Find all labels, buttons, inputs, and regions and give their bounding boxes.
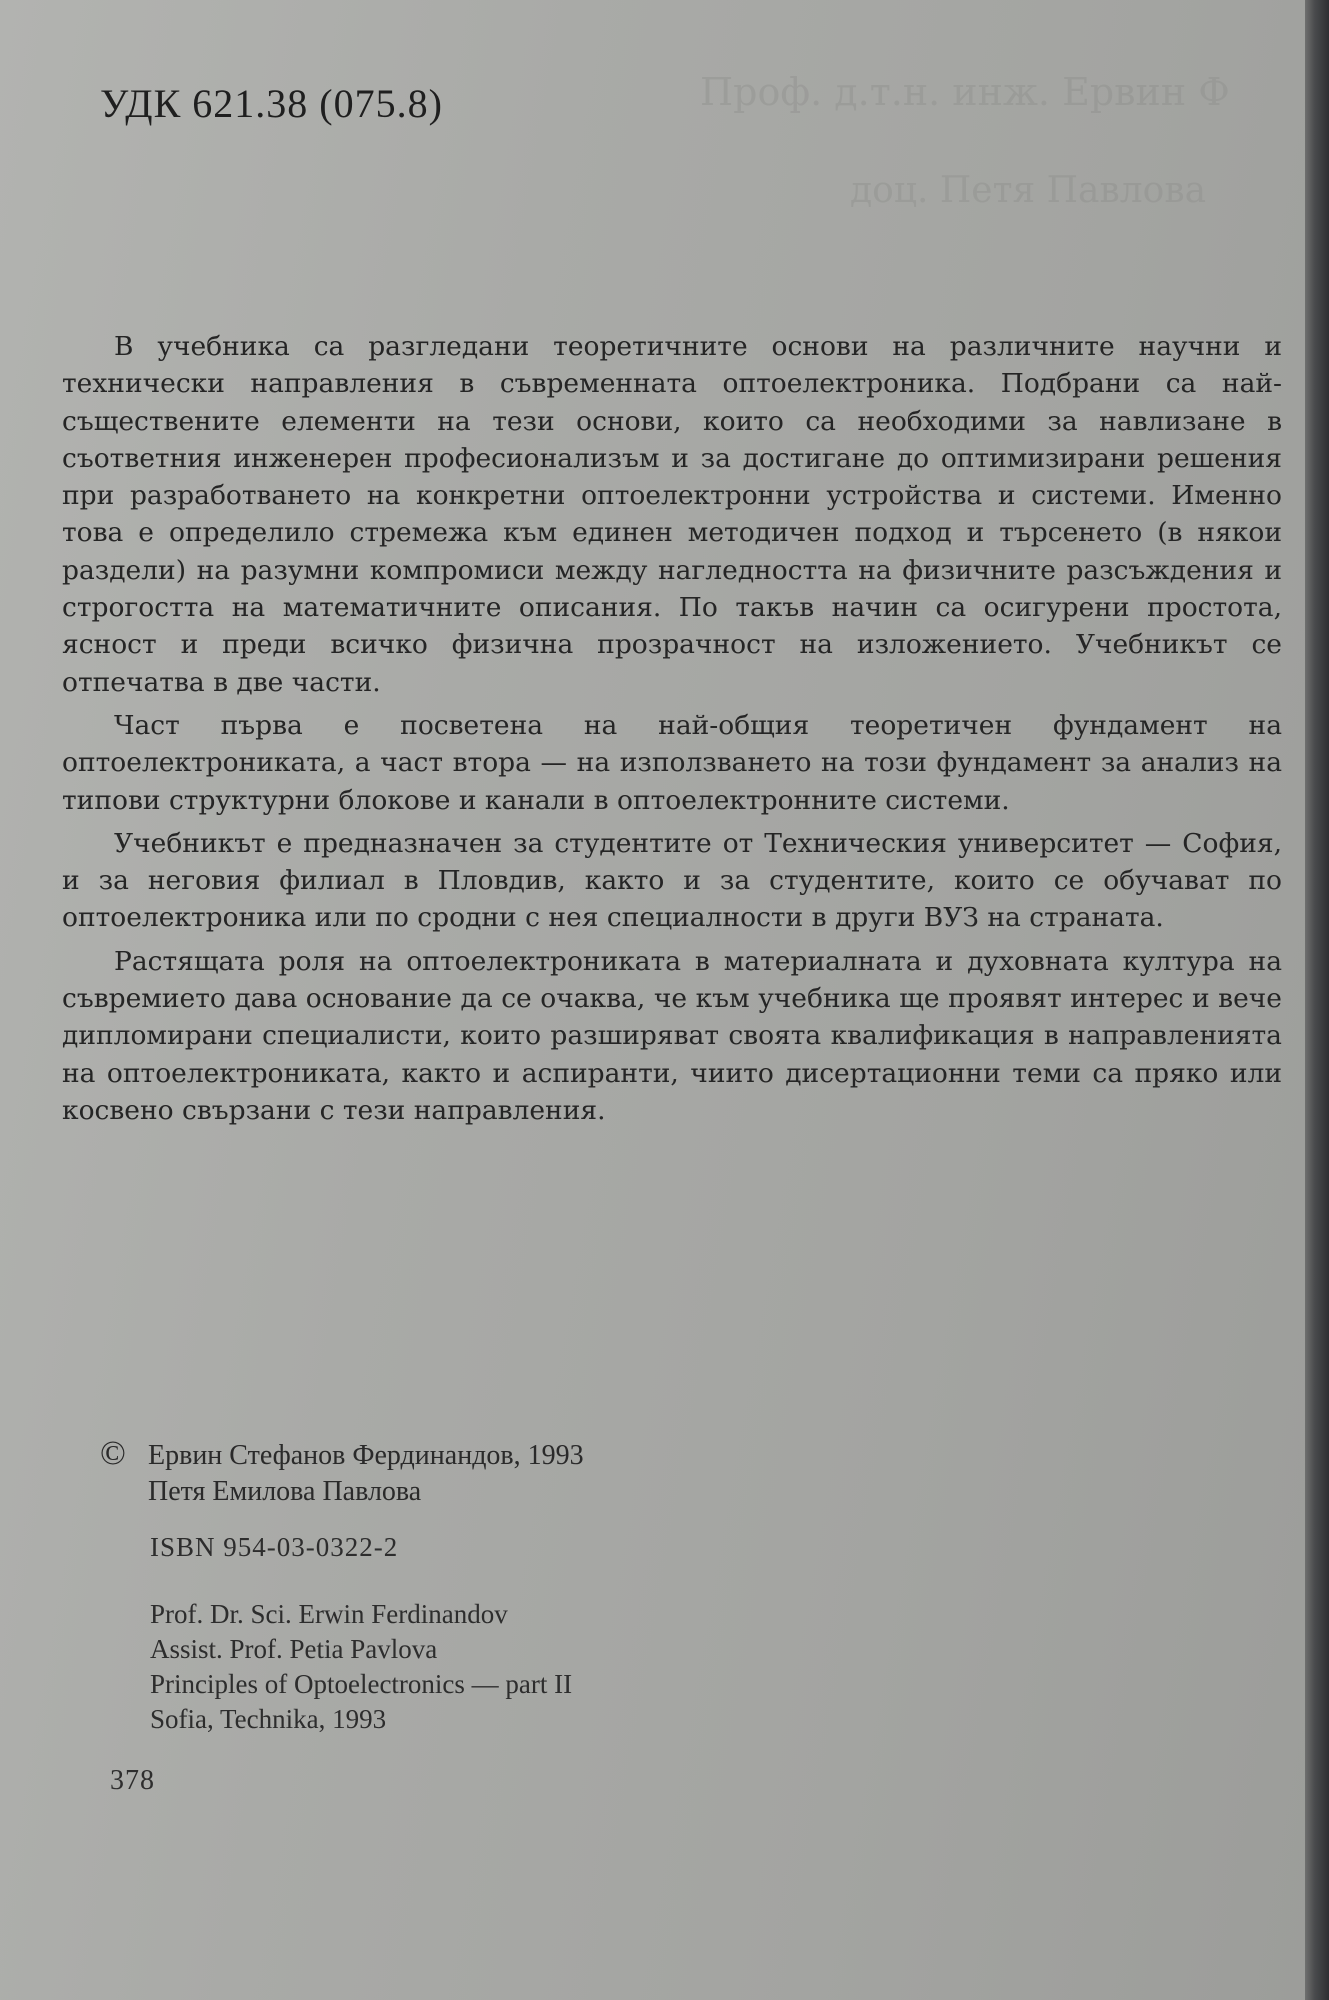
copyright-symbol: © bbox=[100, 1435, 126, 1472]
credit-author-2: Assist. Prof. Petia Pavlova bbox=[150, 1634, 438, 1664]
paragraph-3: Учебникът е предназначен за студентите от Техническия университет — София, и за неговия филиал в Пловдив, както и за студентите, които се обучават по оптоелектроника или по сродни с нея специалности в други ВУЗ на страната. bbox=[62, 827, 1282, 934]
copyright-block bbox=[100, 1435, 584, 1510]
annotation-text bbox=[62, 328, 1282, 1135]
copyright-author-1: Ервин Стефанов Фердинандов, 1993 bbox=[148, 1440, 584, 1471]
page-edge-shadow bbox=[1305, 0, 1329, 2000]
credit-author-1: Prof. Dr. Sci. Erwin Ferdinandov bbox=[150, 1599, 508, 1629]
credit-title: Principles of Optoelectronics — part II bbox=[150, 1669, 573, 1699]
udk-code: УДК 621.38 (075.8) bbox=[100, 81, 443, 126]
paragraph-1: В учебника са разгледани теоретичните основи на различните научни и технически направления в съвременната оптоелектроника. Подбрани са най-съществените елементи на тези основи, които са необходими за навлизане в съответния инженерен професионализъм и за достигане до оптимизирани решения при разработването на конкретни оптоелектронни устройства и системи. Именно това е определило стремежа към единен методичен подход и търсенето (в някои раздели) на разумни компромиси между нагледността на физичните разсъждения и строгостта на математичните описания. По такъв начин са осигурени простота, ясност и преди всичко физична прозрачност на изложението. Учебникът се отпечатва в две части. bbox=[62, 331, 1282, 698]
bleed-through-text-1: Проф. д.т.н. инж. Ервин Ф bbox=[700, 70, 1230, 114]
english-credits bbox=[150, 1597, 572, 1737]
isbn: ISBN 954-03-0322-2 bbox=[150, 1532, 399, 1562]
credit-publisher: Sofia, Technika, 1993 bbox=[150, 1704, 387, 1734]
copyright-author-2: Петя Емилова Павлова bbox=[148, 1476, 422, 1507]
bleed-through-text-2: доц. Петя Павлова bbox=[850, 170, 1207, 211]
paragraph-2: Част първа е посветена на най-общия теоретичен фундамент на оптоелектрониката, а част втора — на използването на този фундамент за анализ на типови структурни блокове и канали в оптоелектронните системи. bbox=[62, 709, 1282, 816]
page-number: 378 bbox=[110, 1765, 155, 1796]
paragraph-4: Растящата роля на оптоелектрониката в материалната и духовната култура на съвремието дава основание да се очаква, че към учебника ще проявят интерес и вече дипломирани специалисти, които разширяват своята квалификация в направленията на оптоелектрониката, както и аспиранти, чиито дисертационни теми са пряко или косвено свързани с тези направления. bbox=[62, 945, 1282, 1126]
